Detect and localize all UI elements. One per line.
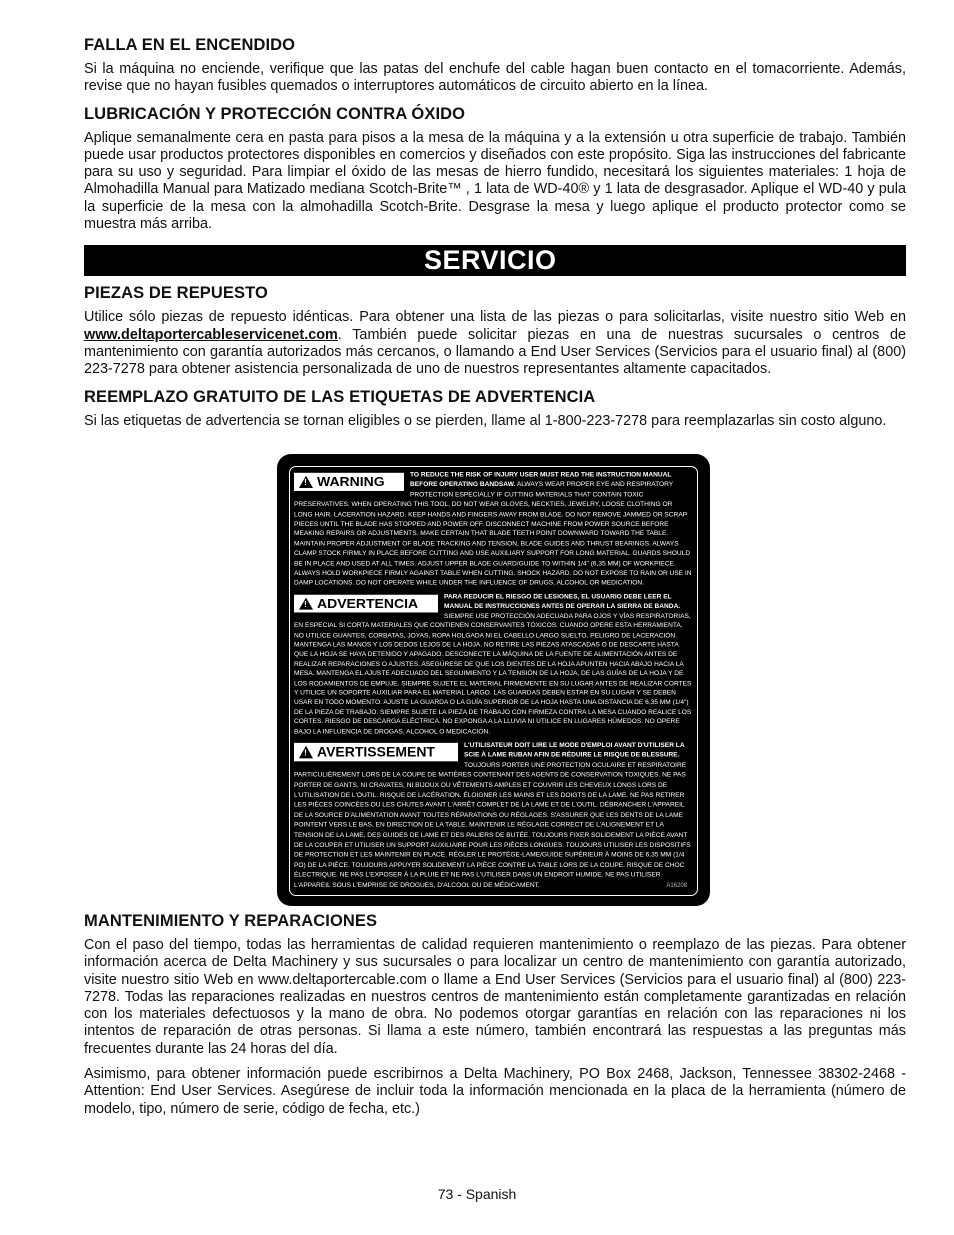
section-reemplazo	[84, 388, 906, 430]
heading-mantenimiento: MANTENIMIENTO Y REPARACIONES	[84, 912, 378, 930]
warning-lead: TO REDUCE THE RISK OF INJURY USER MUST READ THE INSTRUCTION MANUAL BEFORE OPERATING BANDSAW.	[410, 471, 672, 489]
banner-title: SERVICIO	[424, 245, 557, 276]
advertencia-lead: PARA REDUCIR EL RIESGO DE LESIONES, EL USUARIO DEBE LEER EL MANUAL DE INSTRUCCIONES ANTES DE OPERAR LA SIERRA DE BANDA.	[444, 593, 681, 610]
text-lubricacion: Aplique semanalmente cera en pasta para pisos a la mesa de la máquina y a la extensión u otra superficie de trabajo. También puede usar productos protectores disponibles en comercios y diseñados con este propósito. Siga las instrucciones del fabricante para su uso y seguridad. Para limpiar el óxido de las mesas de hierro fundido, necesitará los siguientes materiales: 1 hoja de Almohadilla Manual para Matizado mediana Scotch-Brite™ , 1 lata de WD-40® y 1 lata de desgrasador. Aplique el WD-40 y pula la superficie de la mesa con la almohadilla Scotch-Brite. Desgrase la mesa y luego aplique el producto protector como se muestra más arriba.	[84, 129, 906, 233]
heading-piezas: PIEZAS DE REPUESTO	[84, 284, 268, 303]
warning-triangle-icon	[299, 746, 313, 759]
text-falla: Si la máquina no enciende, verifique que las patas del enchufe del cable hagan buen contacto en el tomacorriente. Además, revise que no hayan fusibles quemados o interruptores automáticos de circuito abierto en la línea.	[84, 61, 906, 95]
section-piezas	[84, 284, 906, 378]
avertissement-badge	[294, 743, 458, 761]
heading-lubricacion: LUBRICACIÓN Y PROTECCIÓN CONTRA ÓXIDO	[84, 104, 466, 123]
section-falla	[84, 36, 906, 96]
text-piezas	[84, 309, 906, 378]
servicio-banner	[84, 245, 906, 276]
heading-falla: FALLA EN EL ENCENDIDO	[84, 36, 296, 54]
advertencia-body: SIEMPRE USE PROTECCIÓN ADECUADA PARA OJOS Y VÍAS RESPIRATORIAS, EN ESPECIAL SI CORTA MATERIALES QUE CONTIENEN CONSERVANTES TÓXICOS. CUANDO OPERE ESTA HERRAMIENTA, NO UTILICE GUANTES, CORBATAS, JOYAS, ROPA HOLGADA NI EL CABELLO LARGO SUELTO. PELIGRO DE LACERACIÓN. MANTENGA LAS MANOS Y LOS DEDOS LEJOS DE LA HOJA. NO RETIRE LAS PIEZAS ATASCADAS O DE DESCARTE HASTA QUE LA HOJA SE HAYA DETENIDO Y APAGADO. DESCONECTE LA MÁQUINA DE LA FUENTE DE ALIMENTACIÓN ANTES DE REALIZAR REPARACIONES O AJUSTES. ASEGÚRESE DE QUE LOS DIENTES DE LA HOJA APUNTEN HACIA ABAJO HACIA LA MESA. MANTENGA EL AJUSTE ADECUADO DEL SEGUIMIENTO Y LA TENSIÓN DE LA HOJA, DE LAS GUÍAS DE LA HOJA Y DE LOS RODAMIENTOS DE EMPUJE. SIEMPRE SUJETE EL MATERIAL FIRMEMENTE EN SU LUGAR ANTES DE REALIZAR CORTES Y UTILICE UN SOPORTE AUXILIAR PARA EL MATERIAL LARGO. LAS GUARDAS DEBEN ESTAR EN SU LUGAR Y SE DEBEN USAR EN TODO MOMENTO. AJUSTE LA GUARDA O LA GUÍA SUPERIOR DE LA HOJA HASTA UNA DISTANCIA DE 6,35 MM (1/4") DE LA PIEZA DE TRABAJO. SIEMPRE SUJETE LA PIEZA DE TRABAJO CON FIRMEZA CONTRA LA MESA CUANDO REALICE LOS CORTES. RIESGO DE DESCARGA ELÉCTRICA. NO EXPONGA A LA LLUVIA NI UTILICE EN LUGARES HÚMEDOS. NO OPERE BAJO LA INFLUENCIA DE DROGAS, ALCOHOL O MEDICACIÓN.	[294, 613, 692, 735]
advertencia-badge-text: ADVERTENCIA	[317, 596, 419, 611]
warning-badge	[294, 473, 404, 491]
avertissement-lead: L'UTILISATEUR DOIT LIRE LE MODE D'EMPLOI AVANT D'UTILISER LA SCIE À LAME RUBAN AFIN DE RÉDUIRE LE RISQUE DE BLESSURE.	[464, 741, 685, 759]
warning-body: ALWAYS WEAR PROPER EYE AND RESPIRATORY PROTECTION ESPECIALLY IF CUTTING MATERIALS THAT CONTAIN TOXIC PRESERVATIVES. WHEN OPERATING THIS TOOL, DO NOT WEAR GLOVES, NECKTIES, JEWELRY, LOOSE CLOTHING OR LONG HAIR. LACERATION HAZARD. KEEP HANDS AND FINGERS AWAY FROM BLADE. DO NOT REMOVE JAMMED OR SCRAP PIECES UNTIL THE BLADE HAS STOPPED AND POWER OFF. DISCONNECT MACHINE FROM POWER SOURCE BEFORE MEAKING REPAIRS OR ADJUSTMENTS. MAKE CERTAIN THAT BLADE TEETH POINT DOWNWARD TOWARD THE TABLE. MAINTAIN PROPER ADJUSTMENT OF BLADE TRACKING AND TENSION, BLADE GUIDES AND THRUST BEARINGS. ALWAYS CLAMP STOCK FIRMLY IN PLACE BEFORE CUTTING AND USE AUXILIARY SUPPORT FOR LONG MATERIAL. GUARDS SHOULD BE IN PLACE AND USED AT ALL TIMES. ADJUST UPPER BLADE GUARD/GUIDE TO WITHIN 1/4" (6,35 MM) OF WORKPIECE. ALWAYS HOLD WORKPIECE FIRMLY AGAINST TABLE WHEN CUTTING. SHOCK HAZARD. DO NOT EXPOSE TO RAIN OR USE IN DAMP LOCATIONS. DO NOT OPERATE WHILE UNDER THE INFLUENCE OF DRUGS, ALCOHOL OR MEDICATION.	[294, 481, 692, 587]
section-lubricacion	[84, 105, 906, 234]
warning-label-image	[277, 454, 710, 906]
text-mantenimiento-1: Con el paso del tiempo, todas las herramientas de calidad requieren mantenimiento o reemplazo de las piezas. Para obtener información acerca de Delta Machinery y sus sucursales o para localizar un centro de mantenimiento con garantía autorizado, visite nuestro sitio Web en www.deltaportercable.com o llame a End User Services (Servicios para el usuario final) al (800) 223-7278. Todas las reparaciones realizadas en nuestros centros de mantenimiento están completamente garantizadas en relación con los materiales defectuosos y la mano de obra. No podemos otorgar garantías en relación con las reparaciones ni los intentos de reparación de otras personas. Si llama a este número, también encontrará las respuestas a las preguntas más frecuentes durante las 24 horas del día.	[84, 937, 906, 1057]
warning-triangle-icon	[299, 476, 313, 488]
label-block-avertissement	[294, 741, 692, 891]
avertissement-body: TOUJOURS PORTER UNE PROTECTION OCULAIRE ET RESPIRATOIRE PARTICULIÈREMENT LORS DE LA COUPE DE MATIÈRES CONTENANT DES AGENTS DE CONSERVATION TOXIQUES. NE PAS PORTER DE GANTS, NI CRAVATES, NI BIJOUX OU VÊTEMENTS AMPLES ET COUVRIR LES CHEVEUX LONGS LORS DE L'UTILISATION DE L'OUTIL. RISQUE DE LACÉRATION. ÉLOIGNER LES MAINS ET LES DOIGTS DE LA LAME. NE PAS RETIRER LES PIÈCES COINCÉES OU LES CHUTES AVANT L'ARRÊT COMPLET DE LA LAME ET DE L'OUTIL. DÉBRANCHER L'APPAREIL DE LA SOURCE D'ALIMENTATION AVANT TOUTES RÉPARATIONS OU RÉGLAGES. S'ASSURER QUE LES DENTS DE LA LAME POINTENT VERS LE BAS, EN DIRECTION DE LA TABLE. MAINTENIR LE RÉGLAGE CORRECT DE L'ALIGNEMENT ET LA TENSION DE LA LAME, DES GUIDES DE LAME ET DES PALIERS DE BUTÉE. TOUJOURS FIXER SOLIDEMENT LA PIÈCE AVANT DE LA COUPER ET UTILISER UN SUPPORT AUXILIAIRE POUR LES PIÈCES LONGUES. TOUJOURS UTILISER LES DISPOSITIFS DE PROTECTION ET LES MAINTENIR EN PLACE. RÉGLER LE PROTÈGE-LAME/GUIDE SUPÉRIEUR À MOINS DE 6,35 MM (1/4 PO) DE LA PIÈCE. TOUJOURS APPUYER SOLIDEMENT LA PIÈCE CONTRE LA TABLE LORS DE LA COUPE. RISQUE DE CHOC ÉLECTRIQUE. NE PAS L'EXPOSER À LA PLUIE ET NE PAS L'UTILISER DANS UN ENDROIT HUMIDE. NE PAS UTILISER L'APPAREIL SOUS L'EMPRISE DE DROGUES, D'ALCOOL OU DE MÉDICAMENT.	[294, 761, 691, 889]
label-code: A16208	[666, 883, 687, 889]
text-mantenimiento-2: Asimismo, para obtener información puede escribirnos a Delta Machinery, PO Box 2468, Jackson, Tennessee 38302-2468 - Attention: End User Services. Asegúrese de incluir toda la información mencionada en la placa de la herramienta (número de modelo, tipo, número de serie, código de fecha, etc.)	[84, 1066, 906, 1117]
label-block-advertencia	[294, 593, 692, 737]
avertissement-badge-text: AVERTISSEMENT	[317, 744, 435, 760]
label-block-warning	[294, 471, 692, 589]
text-piezas-after: . También puede solicitar piezas en una de nuestras sucursales o centros de mantenimiento con garantía autorizados más cercanos, o llamando a End User Services (Servicios para el usuario final) al (800) 223-7278 para obtener asistencia personalizada de uno de nuestros representantes altamente capacitados.	[84, 326, 906, 378]
section-mantenimiento	[84, 912, 906, 1118]
warning-triangle-icon	[299, 598, 313, 610]
heading-reemplazo: REEMPLAZO GRATUITO DE LAS ETIQUETAS DE ADVERTENCIA	[84, 387, 596, 406]
page-content	[84, 36, 906, 439]
advertencia-badge	[294, 595, 438, 613]
text-piezas-before: Utilice sólo piezas de repuesto idénticas. Para obtener una lista de las piezas o para solicitarlas, visite nuestro sitio Web en	[84, 309, 906, 326]
parts-website-link[interactable]: www.deltaportercableservicenet.com	[84, 326, 338, 343]
warning-badge-text: WARNING	[317, 474, 385, 490]
text-reemplazo: Si las etiquetas de advertencia se tornan eligibles o se pierden, llame al 1-800-223-7278 para reemplazarlas sin costo alguno.	[84, 412, 887, 429]
warning-label-border	[289, 466, 698, 896]
page-footer: 73 - Spanish	[437, 1186, 517, 1202]
